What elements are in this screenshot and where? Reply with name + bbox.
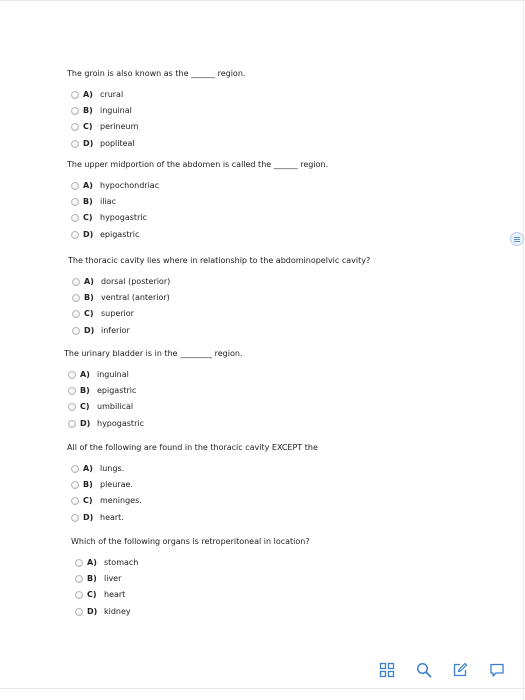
option-d[interactable] [72, 323, 370, 339]
option-label: superior [101, 309, 134, 319]
radio-button[interactable] [68, 371, 76, 379]
option-c[interactable] [71, 493, 318, 509]
option-c[interactable] [75, 587, 310, 603]
option-a[interactable] [71, 178, 328, 194]
option-d[interactable] [71, 227, 328, 243]
comment-icon-glyph [489, 662, 505, 678]
radio-button[interactable] [71, 481, 79, 489]
bottom-toolbar [377, 658, 507, 682]
option-b[interactable] [72, 290, 370, 306]
question-text: The groin is also known as the ______ region. [67, 69, 246, 78]
radio-button[interactable] [68, 387, 76, 395]
option-a[interactable] [72, 274, 370, 290]
option-letter: B) [83, 106, 93, 116]
option-label: inguinal [100, 106, 132, 116]
option-label: kidney [104, 606, 131, 616]
options-list [71, 555, 310, 620]
question-5 [67, 443, 318, 526]
option-a[interactable] [71, 461, 318, 477]
bottom-divider [0, 688, 525, 689]
option-letter: D) [83, 138, 94, 148]
radio-button[interactable] [75, 608, 83, 616]
question-text: The urinary bladder is in the ________ region. [64, 349, 243, 358]
radio-button[interactable] [71, 107, 79, 115]
option-label: hypogastric [100, 213, 147, 223]
option-letter: C) [84, 309, 94, 319]
option-label: epigastric [97, 386, 137, 396]
option-c[interactable] [68, 399, 242, 415]
options-list [67, 461, 318, 526]
option-label: meninges. [100, 496, 142, 506]
edit-icon-glyph [452, 662, 468, 678]
radio-button[interactable] [71, 123, 79, 131]
option-label: umbilical [97, 402, 134, 412]
option-d[interactable] [71, 136, 245, 152]
option-letter: C) [83, 213, 93, 223]
option-letter: B) [83, 197, 93, 207]
option-label: pleurae. [100, 480, 133, 490]
option-c[interactable] [72, 306, 370, 322]
option-a[interactable] [71, 87, 245, 103]
grid-icon-glyph [379, 662, 395, 678]
option-label: crural [100, 90, 124, 100]
radio-button[interactable] [71, 465, 79, 473]
option-label: dorsal (posterior) [101, 277, 171, 287]
option-a[interactable] [68, 367, 242, 383]
question-text: All of the following are found in the thoracic cavity EXCEPT the [67, 443, 318, 452]
option-letter: D) [83, 229, 94, 239]
option-letter: B) [83, 480, 93, 490]
question-text: The upper midportion of the abdomen is called the ______ region. [67, 160, 329, 169]
radio-button[interactable] [71, 214, 79, 222]
question-4 [64, 349, 242, 432]
option-b[interactable] [71, 194, 328, 210]
option-label: lungs. [100, 464, 125, 474]
option-label: inguinal [97, 370, 129, 380]
question-1 [67, 69, 245, 152]
option-letter: D) [84, 325, 95, 335]
option-letter: A) [83, 90, 93, 100]
radio-button[interactable] [72, 294, 80, 302]
option-c[interactable] [71, 119, 245, 135]
radio-button[interactable] [75, 591, 83, 599]
menu-lines-icon [514, 237, 520, 242]
option-label: ventral (anterior) [101, 293, 170, 303]
option-c[interactable] [71, 210, 328, 226]
radio-button[interactable] [71, 140, 79, 148]
option-label: liver [104, 574, 122, 584]
option-letter: C) [87, 590, 97, 600]
option-label: heart. [100, 512, 124, 522]
option-label: hypochondriac [100, 181, 160, 191]
options-list [64, 367, 242, 432]
question-text: The thoracic cavity lies where in relationship to the abdominopelvic cavity? [68, 256, 371, 265]
option-d[interactable] [68, 416, 242, 432]
radio-button[interactable] [71, 497, 79, 505]
options-list [68, 274, 370, 339]
radio-button[interactable] [72, 310, 80, 318]
edit-icon[interactable] [450, 660, 470, 680]
option-letter: A) [87, 558, 97, 568]
radio-button[interactable] [75, 575, 83, 583]
option-b[interactable] [75, 571, 310, 587]
option-label: epigastric [100, 229, 140, 239]
option-letter: A) [80, 370, 90, 380]
search-icon-glyph [416, 662, 432, 678]
option-d[interactable] [71, 510, 318, 526]
option-b[interactable] [71, 103, 245, 119]
option-b[interactable] [68, 383, 242, 399]
side-panel-handle-icon[interactable] [510, 232, 524, 246]
radio-button[interactable] [68, 403, 76, 411]
option-b[interactable] [71, 477, 318, 493]
option-label: stomach [104, 558, 139, 568]
option-letter: B) [84, 293, 94, 303]
option-letter: D) [87, 606, 98, 616]
option-label: iliac [100, 197, 116, 207]
option-label: popliteal [100, 138, 135, 148]
comment-icon[interactable] [487, 660, 507, 680]
question-3 [68, 256, 370, 339]
options-list [67, 178, 328, 243]
option-letter: B) [80, 386, 90, 396]
radio-button[interactable] [71, 91, 79, 99]
option-d[interactable] [75, 604, 310, 620]
radio-button[interactable] [71, 514, 79, 522]
radio-button[interactable] [71, 182, 79, 190]
radio-button[interactable] [75, 559, 83, 567]
radio-button[interactable] [72, 278, 80, 286]
question-6 [71, 537, 310, 620]
option-letter: A) [83, 464, 93, 474]
option-letter: C) [83, 122, 93, 132]
option-letter: D) [83, 512, 94, 522]
option-letter: C) [80, 402, 90, 412]
grid-icon[interactable] [377, 660, 397, 680]
right-divider [523, 0, 524, 700]
radio-button[interactable] [68, 420, 76, 428]
option-letter: D) [80, 418, 91, 428]
radio-button[interactable] [72, 327, 80, 335]
search-icon[interactable] [414, 660, 434, 680]
radio-button[interactable] [71, 231, 79, 239]
option-label: hypogastric [97, 418, 144, 428]
top-divider [0, 0, 525, 1]
options-list [67, 87, 245, 152]
option-letter: C) [83, 496, 93, 506]
option-letter: B) [87, 574, 97, 584]
option-letter: A) [84, 277, 94, 287]
question-text: Which of the following organs is retroperitoneal in location? [71, 537, 310, 546]
option-letter: A) [83, 181, 93, 191]
option-label: perineum [100, 122, 139, 132]
option-label: heart [104, 590, 126, 600]
option-label: inferior [101, 325, 130, 335]
question-2 [67, 160, 328, 243]
radio-button[interactable] [71, 198, 79, 206]
option-a[interactable] [75, 555, 310, 571]
